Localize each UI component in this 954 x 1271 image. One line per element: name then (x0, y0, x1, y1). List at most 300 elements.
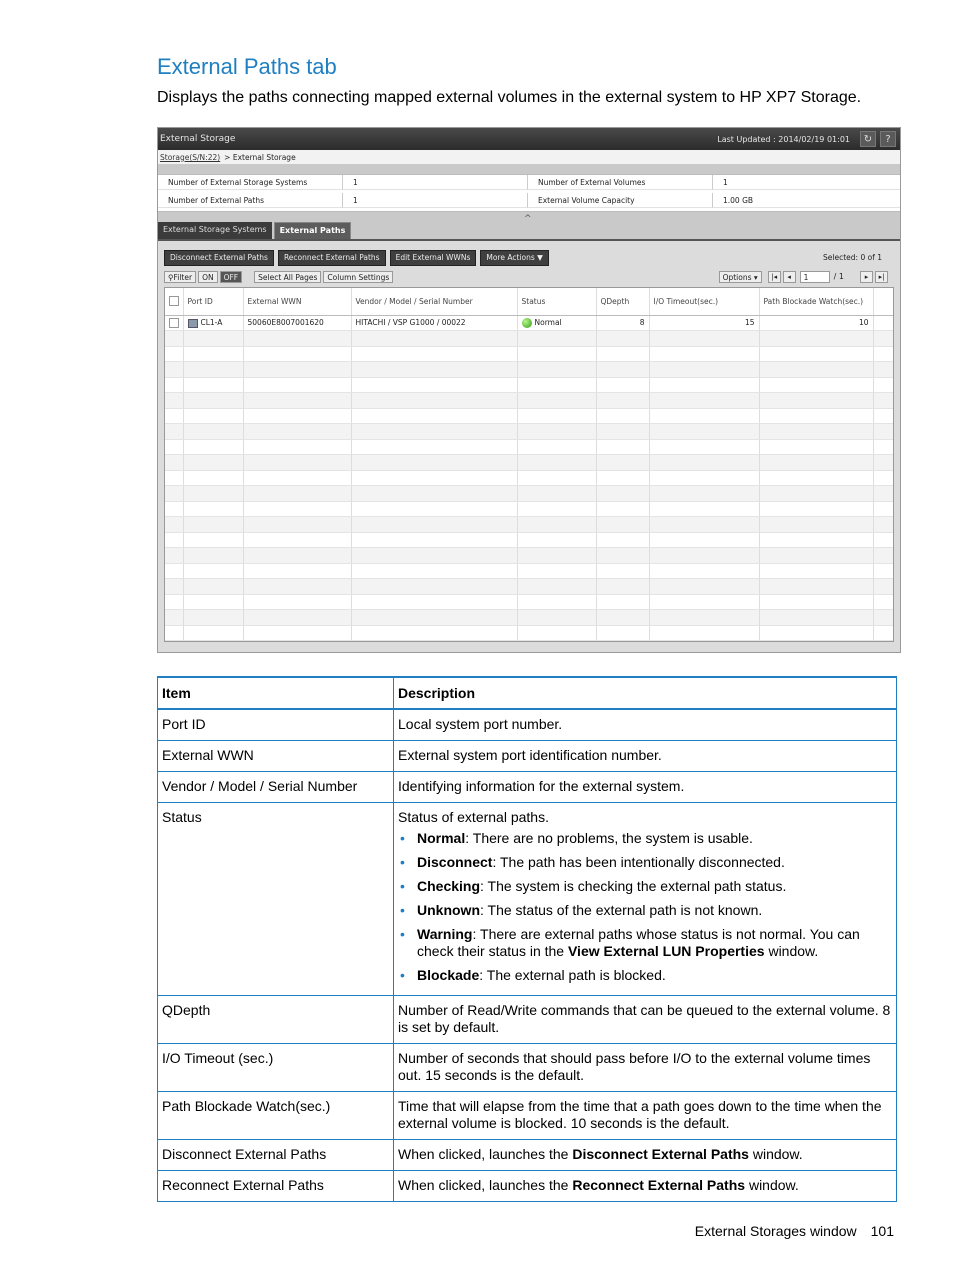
empty-cell (165, 579, 183, 595)
empty-cell (165, 408, 183, 424)
empty-cell (873, 455, 893, 471)
table-row (158, 741, 897, 772)
empty-cell (649, 393, 759, 409)
summary-label: Number of External Volumes (528, 175, 713, 190)
status-term: Unknown (417, 902, 480, 918)
empty-cell (351, 439, 517, 455)
empty-grid-row (165, 579, 893, 595)
summary-panel (158, 174, 900, 212)
status-text: : There are external paths whose status is not normal. You can check their status in the (417, 926, 860, 959)
empty-cell (596, 486, 649, 502)
desc-cell (394, 1140, 897, 1171)
empty-cell (351, 501, 517, 517)
action-bar (164, 249, 894, 266)
empty-cell (873, 439, 893, 455)
col-path-blockade-watch[interactable]: Path Blockade Watch(sec.) (759, 288, 873, 315)
empty-cell (243, 470, 351, 486)
table-row[interactable] (165, 315, 893, 331)
empty-cell (351, 517, 517, 533)
empty-cell (165, 377, 183, 393)
empty-cell (243, 486, 351, 502)
status-term: Checking (417, 878, 481, 894)
empty-grid-row (165, 439, 893, 455)
empty-cell (649, 408, 759, 424)
edit-external-wwns-button[interactable]: Edit External WWNs (390, 250, 477, 266)
empty-cell (165, 470, 183, 486)
empty-grid-row (165, 486, 893, 502)
empty-cell (759, 362, 873, 378)
cell-blockade: 10 (759, 315, 873, 331)
breadcrumb (158, 150, 900, 164)
empty-grid-row (165, 424, 893, 440)
empty-cell (351, 548, 517, 564)
empty-cell (243, 610, 351, 626)
empty-cell (183, 424, 243, 440)
empty-cell (517, 486, 596, 502)
filter-off-toggle[interactable]: OFF (220, 271, 243, 283)
desc-text: When clicked, launches the (398, 1177, 573, 1193)
col-qdepth[interactable]: QDepth (596, 288, 649, 315)
col-port-id[interactable]: Port ID (183, 288, 243, 315)
empty-cell (873, 532, 893, 548)
desc-window-name: Reconnect External Paths (572, 1177, 746, 1193)
paths-grid (164, 287, 894, 642)
page-input[interactable]: 1 (800, 271, 830, 283)
empty-cell (873, 579, 893, 595)
item-cell: External WWN (158, 741, 394, 772)
status-term: Disconnect (417, 854, 493, 870)
table-row (158, 996, 897, 1044)
cell-wwn: 50060E8007001620 (243, 315, 351, 331)
empty-cell (183, 563, 243, 579)
last-page-icon[interactable]: ▸| (875, 271, 888, 283)
empty-cell (351, 331, 517, 347)
empty-cell (517, 532, 596, 548)
status-text: : The external path is blocked. (479, 967, 666, 983)
empty-cell (649, 610, 759, 626)
page-title: External Paths tab (157, 54, 337, 79)
empty-cell (165, 594, 183, 610)
empty-cell (873, 331, 893, 347)
desc-cell (394, 803, 897, 996)
table-row (158, 1092, 897, 1140)
page-footer (695, 1223, 894, 1239)
empty-cell (517, 625, 596, 641)
empty-cell (351, 377, 517, 393)
select-all-pages-button[interactable]: Select All Pages (254, 271, 321, 283)
table-row (158, 1171, 897, 1202)
empty-cell (243, 548, 351, 564)
empty-cell (517, 517, 596, 533)
empty-cell (351, 346, 517, 362)
empty-cell (243, 594, 351, 610)
empty-cell (517, 393, 596, 409)
empty-cell (649, 594, 759, 610)
table-row (158, 1140, 897, 1171)
empty-cell (596, 610, 649, 626)
status-term: Blockade (417, 967, 480, 983)
summary-value: 1 (343, 193, 528, 208)
empty-cell (649, 362, 759, 378)
empty-cell (596, 548, 649, 564)
empty-cell (351, 393, 517, 409)
help-icon[interactable]: ? (880, 131, 896, 147)
empty-cell (517, 563, 596, 579)
empty-cell (596, 439, 649, 455)
page-number: 101 (870, 1223, 894, 1239)
intro-text: Displays the paths connecting mapped external volumes in the external system to HP XP7 Storage. (157, 89, 862, 106)
empty-cell (873, 563, 893, 579)
desc-text: window. (748, 1146, 803, 1162)
breadcrumb-current: > External Storage (224, 152, 296, 162)
empty-grid-row (165, 548, 893, 564)
empty-cell (759, 610, 873, 626)
empty-grid-row (165, 408, 893, 424)
empty-cell (596, 594, 649, 610)
status-term: Normal (417, 830, 466, 846)
empty-cell (351, 424, 517, 440)
empty-cell (759, 579, 873, 595)
empty-cell (873, 346, 893, 362)
select-all-checkbox[interactable] (165, 288, 183, 315)
summary-value: 1 (343, 175, 528, 190)
empty-grid-row (165, 470, 893, 486)
filter-button[interactable]: ⚲Filter (164, 271, 196, 283)
desc-cell: Local system port number. (394, 709, 897, 741)
empty-cell (649, 331, 759, 347)
window-title: External Storage (160, 134, 236, 144)
status-text: : The path has been intentionally disconnected. (492, 854, 785, 870)
empty-grid-row (165, 625, 893, 641)
last-updated: Last Updated : 2014/02/19 01:01 (717, 134, 850, 144)
empty-cell (649, 548, 759, 564)
footer-section: External Storages window (694, 1223, 857, 1239)
empty-cell (183, 393, 243, 409)
empty-cell (873, 610, 893, 626)
empty-cell (517, 548, 596, 564)
empty-cell (517, 346, 596, 362)
empty-cell (596, 377, 649, 393)
empty-cell (165, 439, 183, 455)
external-paths-panel (158, 239, 900, 653)
item-description-table (157, 676, 897, 1202)
empty-cell (351, 486, 517, 502)
col-vendor-model-serial[interactable]: Vendor / Model / Serial Number (351, 288, 517, 315)
desc-cell: Number of Read/Write commands that can be queued to the external volume. 8 is set by default. (394, 996, 897, 1044)
list-item (398, 967, 892, 984)
item-cell: Port ID (158, 709, 394, 741)
empty-cell (649, 346, 759, 362)
next-page-icon[interactable]: ▸ (860, 271, 873, 283)
filter-bar (164, 270, 894, 283)
empty-cell (873, 393, 893, 409)
empty-cell (759, 331, 873, 347)
empty-cell (183, 486, 243, 502)
empty-cell (351, 532, 517, 548)
refresh-icon[interactable]: ↻ (860, 131, 876, 147)
empty-cell (183, 346, 243, 362)
empty-grid-row (165, 563, 893, 579)
empty-cell (873, 594, 893, 610)
reconnect-external-paths-button[interactable]: Reconnect External Paths (278, 250, 386, 266)
empty-cell (649, 563, 759, 579)
table-row (158, 709, 897, 741)
empty-cell (351, 563, 517, 579)
empty-cell (517, 501, 596, 517)
list-item (398, 902, 892, 919)
empty-cell (517, 455, 596, 471)
empty-cell (759, 486, 873, 502)
list-item (398, 926, 892, 960)
col-io-timeout[interactable]: I/O Timeout(sec.) (649, 288, 759, 315)
desc-text: window. (745, 1177, 799, 1193)
empty-cell (351, 470, 517, 486)
empty-cell (517, 377, 596, 393)
empty-cell (183, 377, 243, 393)
empty-cell (517, 610, 596, 626)
desc-cell (394, 1171, 897, 1202)
empty-cell (165, 501, 183, 517)
tab-external-storage-systems[interactable]: External Storage Systems (158, 222, 272, 239)
status-text: : The status of the external path is not known. (480, 902, 763, 918)
empty-grid-row (165, 455, 893, 471)
empty-cell (517, 594, 596, 610)
empty-cell (596, 346, 649, 362)
empty-cell (759, 424, 873, 440)
item-cell: QDepth (158, 996, 394, 1044)
cell-spacer (873, 315, 893, 331)
tab-external-paths[interactable]: External Paths (274, 222, 352, 239)
desc-header-row (158, 677, 897, 709)
item-cell: Path Blockade Watch(sec.) (158, 1092, 394, 1140)
summary-value: 1 (713, 175, 901, 190)
empty-cell (517, 362, 596, 378)
col-spacer (873, 288, 893, 315)
empty-cell (183, 579, 243, 595)
first-page-icon[interactable]: |◂ (768, 271, 781, 283)
empty-cell (165, 610, 183, 626)
cell-vendor: HITACHI / VSP G1000 / 00022 (351, 315, 517, 331)
empty-cell (351, 594, 517, 610)
empty-cell (243, 563, 351, 579)
item-cell: Disconnect External Paths (158, 1140, 394, 1171)
empty-cell (183, 455, 243, 471)
empty-cell (165, 346, 183, 362)
empty-cell (243, 408, 351, 424)
empty-cell (873, 501, 893, 517)
empty-cell (649, 501, 759, 517)
empty-cell (183, 501, 243, 517)
empty-cell (596, 408, 649, 424)
empty-cell (165, 548, 183, 564)
empty-cell (649, 377, 759, 393)
empty-cell (243, 331, 351, 347)
empty-cell (517, 470, 596, 486)
empty-cell (243, 517, 351, 533)
cell-status (517, 315, 596, 331)
col-external-wwn[interactable]: External WWN (243, 288, 351, 315)
row-checkbox[interactable] (165, 315, 183, 331)
empty-cell (165, 424, 183, 440)
prev-page-icon[interactable]: ◂ (783, 271, 796, 283)
empty-cell (243, 579, 351, 595)
port-icon (188, 319, 198, 328)
empty-cell (873, 362, 893, 378)
port-id-value: CL1-A (200, 318, 223, 327)
empty-cell (873, 377, 893, 393)
empty-cell (759, 455, 873, 471)
empty-cell (649, 579, 759, 595)
empty-cell (649, 439, 759, 455)
empty-cell (351, 579, 517, 595)
empty-cell (165, 331, 183, 347)
filter-on-toggle[interactable]: ON (198, 271, 218, 283)
empty-cell (649, 625, 759, 641)
empty-cell (183, 532, 243, 548)
options-button[interactable]: Options ▾ (719, 271, 762, 283)
empty-cell (759, 470, 873, 486)
empty-cell (873, 470, 893, 486)
empty-cell (759, 517, 873, 533)
empty-cell (351, 625, 517, 641)
more-actions-button[interactable]: More Actions ▼ (480, 250, 549, 266)
empty-grid-row (165, 594, 893, 610)
column-settings-button[interactable]: Column Settings (323, 271, 393, 283)
desc-cell: Time that will elapse from the time that a path goes down to the time when the external volume is blocked. 10 seconds is the default. (394, 1092, 897, 1140)
empty-cell (596, 424, 649, 440)
empty-cell (759, 377, 873, 393)
page-total: / 1 (833, 272, 844, 281)
empty-cell (183, 610, 243, 626)
empty-grid-row (165, 331, 893, 347)
empty-cell (243, 455, 351, 471)
grid-header-row (165, 288, 893, 315)
pager (719, 271, 894, 283)
empty-cell (517, 331, 596, 347)
empty-cell (183, 408, 243, 424)
header-description: Description (394, 677, 897, 709)
summary-label: Number of External Storage Systems (158, 175, 343, 190)
collapse-caret-icon[interactable]: ^ (524, 214, 532, 224)
table-row (158, 1044, 897, 1092)
empty-cell (165, 455, 183, 471)
summary-label: Number of External Paths (158, 193, 343, 208)
empty-cell (649, 532, 759, 548)
desc-cell: Identifying information for the external system. (394, 772, 897, 803)
window-titlebar (158, 128, 900, 150)
empty-cell (596, 563, 649, 579)
desc-window-name: Disconnect External Paths (572, 1146, 749, 1162)
empty-cell (243, 424, 351, 440)
empty-cell (596, 362, 649, 378)
empty-cell (351, 455, 517, 471)
empty-cell (759, 501, 873, 517)
tab-bar (158, 214, 900, 239)
breadcrumb-link-storage[interactable]: Storage(S/N:22) (160, 152, 221, 162)
empty-cell (649, 455, 759, 471)
empty-cell (517, 579, 596, 595)
col-status[interactable]: Status (517, 288, 596, 315)
empty-grid-row (165, 610, 893, 626)
desc-text: When clicked, launches the (398, 1146, 573, 1162)
list-item (398, 854, 892, 871)
empty-cell (165, 517, 183, 533)
empty-cell (596, 331, 649, 347)
empty-cell (243, 346, 351, 362)
empty-cell (243, 501, 351, 517)
empty-cell (243, 393, 351, 409)
item-cell: Vendor / Model / Serial Number (158, 772, 394, 803)
empty-cell (165, 563, 183, 579)
empty-cell (649, 486, 759, 502)
empty-cell (759, 346, 873, 362)
status-term: Warning (417, 926, 473, 942)
empty-cell (165, 532, 183, 548)
list-item (398, 830, 892, 847)
empty-cell (183, 548, 243, 564)
item-cell: I/O Timeout (sec.) (158, 1044, 394, 1092)
empty-cell (873, 486, 893, 502)
empty-cell (759, 393, 873, 409)
status-text: : There are no problems, the system is usable. (465, 830, 753, 846)
list-item (398, 878, 892, 895)
empty-cell (649, 470, 759, 486)
empty-cell (649, 424, 759, 440)
empty-cell (351, 610, 517, 626)
empty-cell (596, 579, 649, 595)
empty-cell (596, 470, 649, 486)
status-link-text: View External LUN Properties (567, 943, 765, 959)
empty-cell (873, 548, 893, 564)
empty-cell (596, 455, 649, 471)
empty-cell (596, 532, 649, 548)
item-cell: Status (158, 803, 394, 996)
empty-cell (596, 625, 649, 641)
empty-cell (596, 393, 649, 409)
empty-cell (183, 470, 243, 486)
status-text: : The system is checking the external path status. (480, 878, 787, 894)
cell-qdepth: 8 (596, 315, 649, 331)
empty-cell (517, 424, 596, 440)
status-list (398, 830, 892, 984)
empty-grid-row (165, 532, 893, 548)
empty-cell (517, 408, 596, 424)
status-intro: Status of external paths. (398, 809, 549, 825)
summary-value: 1.00 GB (713, 193, 901, 208)
cell-io-timeout: 15 (649, 315, 759, 331)
disconnect-external-paths-button[interactable]: Disconnect External Paths (164, 250, 274, 266)
empty-grid-row (165, 501, 893, 517)
empty-cell (183, 625, 243, 641)
screenshot-external-storage (157, 127, 901, 653)
empty-grid-row (165, 346, 893, 362)
empty-cell (183, 331, 243, 347)
status-text: window. (764, 943, 819, 959)
empty-cell (596, 501, 649, 517)
item-cell: Reconnect External Paths (158, 1171, 394, 1202)
summary-label: External Volume Capacity (528, 193, 713, 208)
empty-cell (165, 486, 183, 502)
desc-cell: External system port identification number. (394, 741, 897, 772)
desc-cell: Number of seconds that should pass before I/O to the external volume times out. 15 seconds is the default. (394, 1044, 897, 1092)
empty-cell (517, 439, 596, 455)
empty-cell (183, 594, 243, 610)
empty-cell (243, 532, 351, 548)
empty-cell (243, 377, 351, 393)
empty-cell (759, 548, 873, 564)
empty-cell (759, 439, 873, 455)
empty-cell (873, 424, 893, 440)
